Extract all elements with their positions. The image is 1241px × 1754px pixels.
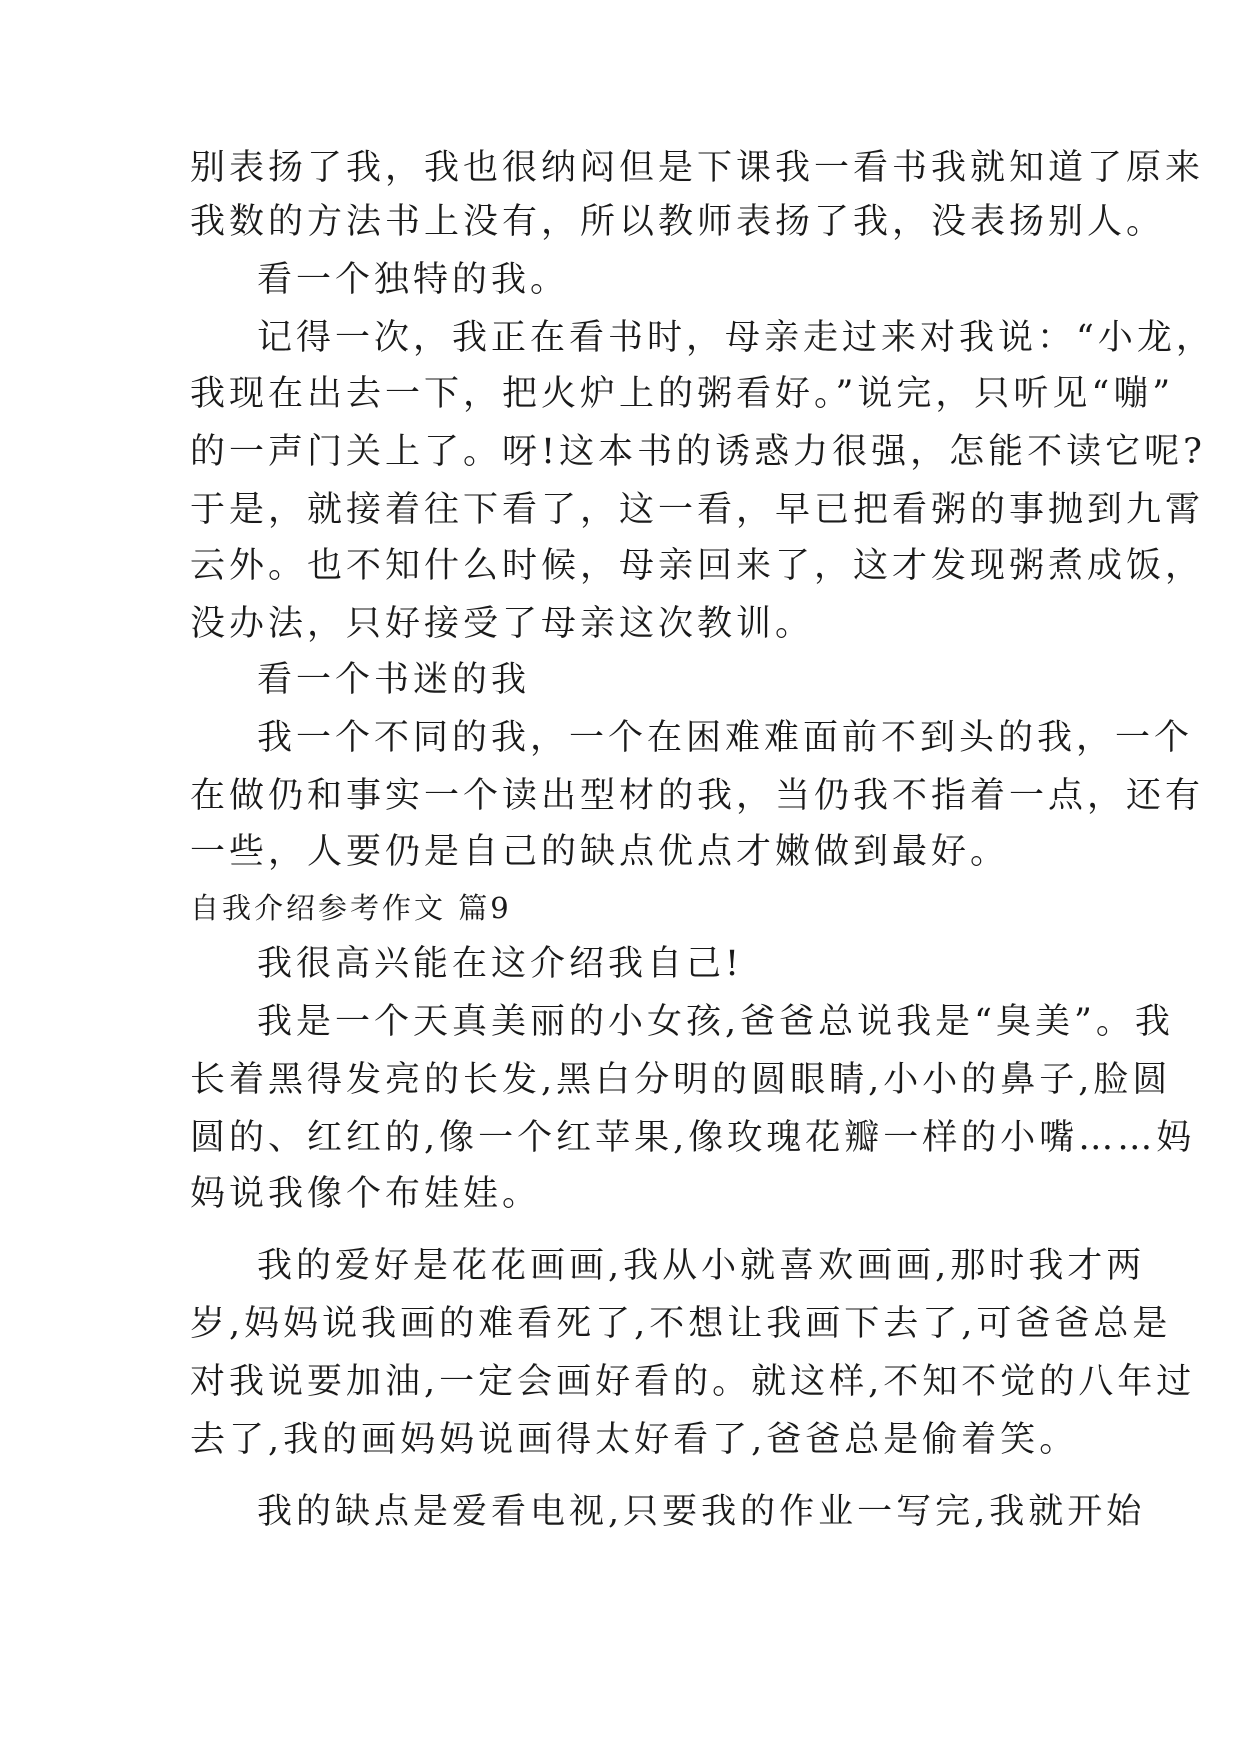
section-heading: 自我介绍参考作文 篇9 bbox=[190, 891, 512, 925]
text-line: 没办法，只好接受了母亲这次教训。 bbox=[190, 604, 815, 644]
text-line: 别表扬了我，我也很纳闷但是下课我一看书我就知道了原来 bbox=[190, 148, 1205, 188]
text-line: 记得一次，我正在看书时，母亲走过来对我说：“小龙， bbox=[257, 318, 1215, 358]
text-line: 看一个书迷的我 bbox=[257, 660, 531, 700]
text-line: 一些，人要仍是自己的缺点优点才嫩做到最好。 bbox=[190, 832, 1010, 872]
text-line: 岁,妈妈说我画的难看死了,不想让我画下去了,可爸爸总是 bbox=[190, 1304, 1172, 1344]
text-line: 在做仍和事实一个读出型材的我，当仍我不指着一点，还有 bbox=[190, 776, 1205, 816]
text-line: 我数的方法书上没有，所以教师表扬了我，没表扬别人。 bbox=[190, 202, 1166, 242]
text-line: 云外。也不知什么时候，母亲回来了，这才发现粥煮成饭， bbox=[190, 546, 1205, 586]
text-line: 去了,我的画妈妈说画得太好看了,爸爸总是偷着笑。 bbox=[190, 1420, 1079, 1460]
text-line: 于是，就接着往下看了，这一看，早已把看粥的事抛到九霄 bbox=[190, 490, 1205, 530]
text-line: 我是一个天真美丽的小女孩,爸爸总说我是“臭美”。我 bbox=[257, 1002, 1174, 1042]
text-line: 我的爱好是花花画画,我从小就喜欢画画,那时我才两 bbox=[257, 1246, 1146, 1286]
text-line: 我的缺点是爱看电视,只要我的作业一写完,我就开始 bbox=[257, 1492, 1146, 1532]
text-line: 我现在出去一下，把火炉上的粥看好。”说完，只听见“嘣” bbox=[190, 374, 1175, 414]
text-line: 的一声门关上了。呀!这本书的诱惑力很强，怎能不读它呢? bbox=[190, 432, 1206, 472]
text-line: 长着黑得发亮的长发,黑白分明的圆眼睛,小小的鼻子,脸圆 bbox=[190, 1060, 1172, 1100]
text-line: 妈说我像个布娃娃。 bbox=[190, 1174, 542, 1214]
text-line: 我一个不同的我，一个在困难难面前不到头的我，一个 bbox=[257, 718, 1194, 758]
text-line: 圆的、红红的,像一个红苹果,像玫瑰花瓣一样的小嘴……妈 bbox=[190, 1118, 1196, 1158]
text-line: 看一个独特的我。 bbox=[257, 260, 570, 300]
text-line: 我很高兴能在这介绍我自己! bbox=[257, 944, 744, 984]
text-line: 对我说要加油,一定会画好看的。就这样,不知不觉的八年过 bbox=[190, 1362, 1196, 1402]
